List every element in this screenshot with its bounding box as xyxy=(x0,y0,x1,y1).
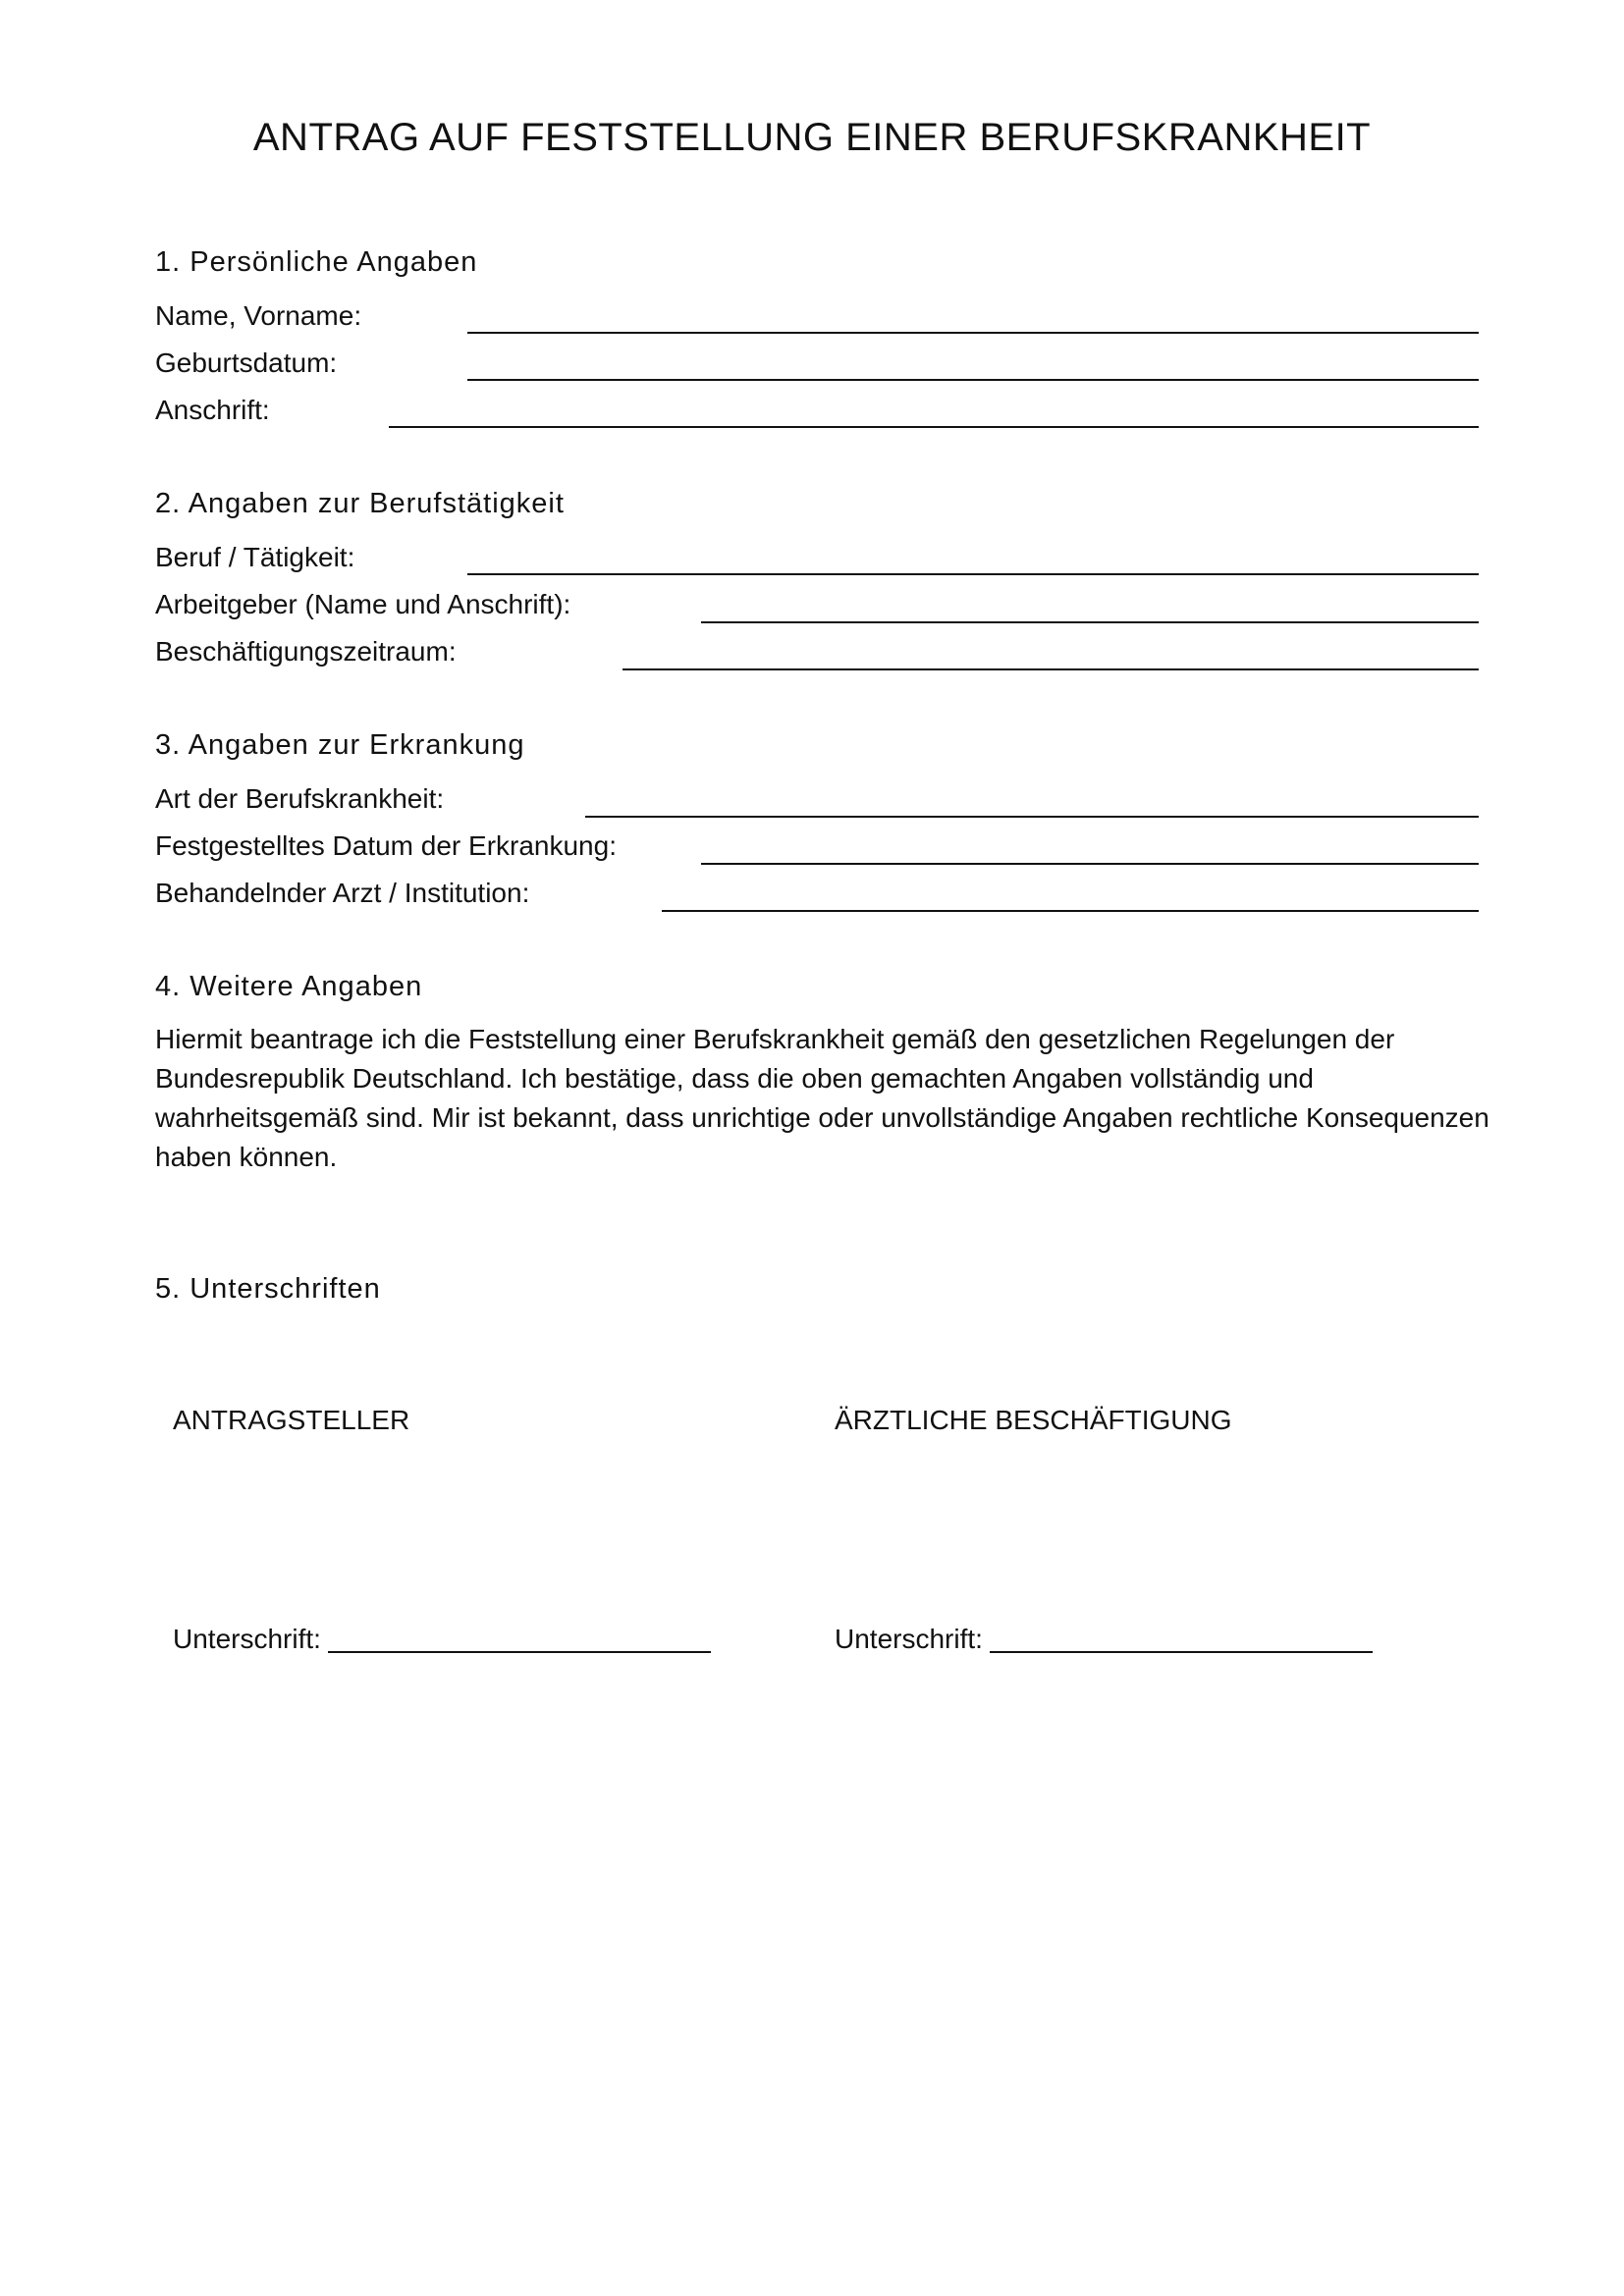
medical-signature-label: Unterschrift: xyxy=(835,1624,983,1654)
document-title: ANTRAG AUF FESTSTELLUNG EINER BERUFSKRANKHEIT xyxy=(252,116,1372,159)
illness-date-label: Festgestelltes Datum der Erkrankung: xyxy=(155,830,617,861)
doctor-field[interactable] xyxy=(662,910,1479,912)
section-heading-employment: 2. Angaben zur Berufstätigkeit xyxy=(155,488,565,519)
applicant-signature-label: Unterschrift: xyxy=(173,1624,321,1654)
name-field[interactable] xyxy=(467,332,1479,334)
occupation-field[interactable] xyxy=(467,573,1479,575)
section-heading-signatures: 5. Unterschriften xyxy=(155,1273,381,1305)
period-label: Beschäftigungszeitraum: xyxy=(155,636,457,667)
employer-field[interactable] xyxy=(701,621,1479,623)
name-label: Name, Vorname: xyxy=(155,300,362,331)
period-field[interactable] xyxy=(623,668,1479,670)
applicant-signature-field[interactable] xyxy=(328,1651,711,1653)
employer-label: Arbeitgeber (Name und Anschrift): xyxy=(155,589,571,619)
birthdate-label: Geburtsdatum: xyxy=(155,347,338,378)
address-field[interactable] xyxy=(389,426,1479,428)
section-heading-illness: 3. Angaben zur Erkrankung xyxy=(155,729,525,761)
illness-type-field[interactable] xyxy=(585,816,1479,818)
declaration-text: Hiermit beantrage ich die Feststellung einer Berufskrankheit gemäß den gesetzlichen Regelungen der Bundesrepublik Deutschland. Ich bestätige, dass die oben gemachten Angaben vollständig und wahrheitsgemäß sind. Mir ist bekannt, dass unrichtige oder unvollständige Angaben rechtliche Konsequenzen haben können. xyxy=(155,1024,1489,1172)
occupation-label: Beruf / Tätigkeit: xyxy=(155,542,355,572)
birthdate-field[interactable] xyxy=(467,379,1479,381)
medical-role-label: ÄRZTLICHE BESCHÄFTIGUNG xyxy=(835,1405,1232,1435)
illness-date-field[interactable] xyxy=(701,863,1479,865)
section-heading-further: 4. Weitere Angaben xyxy=(155,971,423,1002)
doctor-label: Behandelnder Arzt / Institution: xyxy=(155,878,530,908)
address-label: Anschrift: xyxy=(155,395,270,425)
applicant-role-label: ANTRAGSTELLER xyxy=(173,1405,410,1435)
medical-signature-field[interactable] xyxy=(990,1651,1373,1653)
illness-type-label: Art der Berufskrankheit: xyxy=(155,783,445,814)
section-heading-personal: 1. Persönliche Angaben xyxy=(155,246,478,278)
